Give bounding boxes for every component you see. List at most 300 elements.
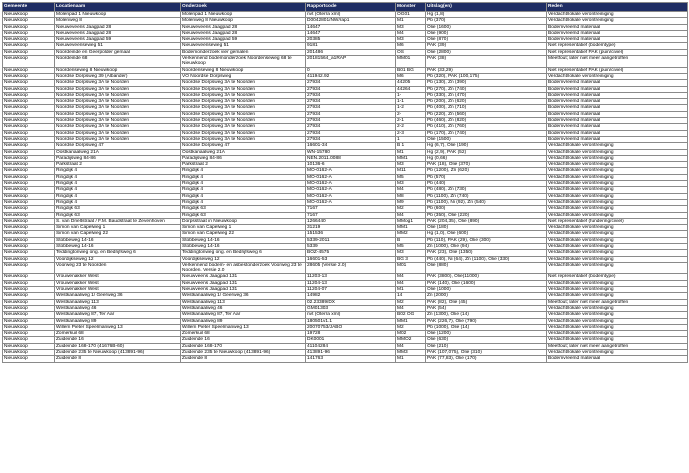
cell-gemeente: Nieuwkoop: [3, 155, 55, 161]
cell-onderzoek: Dorpsstraat in Nieuwkoop: [181, 218, 306, 224]
cell-gemeente: Nieuwkoop: [3, 12, 55, 18]
cell-uitslagen: Pb (110), PAK (29), Olie (300): [426, 237, 547, 243]
cell-monster: M2: [396, 299, 426, 305]
cell-onderzoek: Noordse Dorpsweg 3A te Noorden: [181, 136, 306, 142]
cell-monster: 14: [396, 293, 426, 299]
cell-rapportcode: WN-15780: [306, 149, 396, 155]
cell-onderzoek: Molenpad 1 Nieuwkoop: [181, 12, 306, 18]
cell-rapportcode: BOZ-4575: [306, 250, 396, 256]
cell-uitslagen: Pb (570): [426, 174, 547, 180]
cell-locatienaam: Nieuweveens Jaagpad 59: [55, 37, 181, 43]
header-onderzoek: Onderzoek: [181, 3, 306, 12]
cell-rapportcode: 14982: [306, 293, 396, 299]
cell-reden: Verdacht/lokale verontreiniging: [547, 206, 688, 212]
cell-rapportcode: 413891-96: [306, 350, 396, 356]
cell-gemeente: Nieuwkoop: [3, 331, 55, 337]
cell-reden: Bodemvreemd materiaal: [547, 124, 688, 130]
cell-gemeente: Nieuwkoop: [3, 250, 55, 256]
cell-onderzoek: Zuideinde 16: [181, 337, 306, 343]
cell-monster: 2-: [396, 111, 426, 117]
header-uitslagen: Uitslag(en): [426, 3, 547, 12]
cell-uitslagen: Pb (320), PAK (100,175): [426, 73, 547, 79]
cell-rapportcode: 27934: [306, 111, 396, 117]
cell-uitslagen: Pb (440): [426, 181, 547, 187]
cell-locatienaam: Noordse Dorpsweg 3A te Noorden: [55, 136, 181, 142]
cell-onderzoek: Nieuweveenseweg 51: [181, 43, 306, 49]
cell-gemeente: Nieuwkoop: [3, 136, 55, 142]
cell-rapportcode: 27934: [306, 118, 396, 124]
cell-locatienaam: Westkanaalweg 87, Ter Aar: [55, 312, 181, 318]
cell-uitslagen: Olie (900): [426, 30, 547, 36]
cell-onderzoek: Westkanaalweg 113: [181, 299, 306, 305]
cell-reden: Verdacht/lokale verontreiniging: [547, 243, 688, 249]
cell-uitslagen: Pb (440), Ni (64), Zn (1100), Olie (330): [426, 256, 547, 262]
cell-reden: Verdacht/lokale verontreiniging: [547, 262, 688, 274]
cell-locatienaam: Teddingtonweg ong. en Bedrijfsweg 6: [55, 250, 181, 256]
cell-onderzoek: Ringdijk 4: [181, 174, 306, 180]
cell-monster: M1: [396, 18, 426, 24]
cell-reden: Bodemvreemd materiaal: [547, 356, 688, 362]
cell-locatienaam: Zuideinde 235 te Nieuwkoop (413891-96): [55, 350, 181, 356]
cell-locatienaam: Noordenseweg 8 Nieuwkoop: [55, 67, 181, 73]
cell-locatienaam: Vrouwenakker West: [55, 280, 181, 286]
cell-locatienaam: Noordse Dorpsweg 3A te Noorden: [55, 80, 181, 86]
cell-rapportcode: 27934: [306, 130, 396, 136]
cell-rapportcode: MO-0162-A: [306, 168, 396, 174]
cell-locatienaam: Ringdijk 63: [55, 212, 181, 218]
cell-reden: Niet representatief PAK (puin/civiel): [547, 49, 688, 55]
cell-uitslagen: Zn (1300), Olie (14): [426, 312, 547, 318]
cell-gemeente: Nieuwkoop: [3, 56, 55, 68]
cell-locatienaam: Noordse Dorpsweg 3A te Noorden: [55, 92, 181, 98]
cell-locatienaam: Noordeinde 68: [55, 56, 181, 68]
cell-uitslagen: PAK (82), Olie (45): [426, 299, 547, 305]
cell-reden: Verdacht/lokale verontreiniging: [547, 318, 688, 324]
cell-uitslagen: Olie (1200): [426, 331, 547, 337]
cell-onderzoek: Noordse Dorpsweg 3A te Noorden: [181, 111, 306, 117]
cell-monster: MM2: [396, 231, 426, 237]
cell-uitslagen: PAK (38): [426, 56, 547, 68]
cell-monster: M2: [396, 324, 426, 330]
cell-gemeente: Nieuwkoop: [3, 30, 55, 36]
cell-rapportcode: 9181: [306, 43, 396, 49]
cell-monster: M4: [396, 305, 426, 311]
cell-reden: Bodemvreemd materiaal: [547, 86, 688, 92]
cell-monster: M3: [396, 250, 426, 256]
cell-monster: 1-2: [396, 105, 426, 111]
cell-monster: MM01: [396, 56, 426, 68]
cell-uitslagen: Hg (1,0), Olie (600): [426, 231, 547, 237]
cell-rapportcode: 141763: [306, 356, 396, 362]
cell-rapportcode: 31219: [306, 225, 396, 231]
cell-uitslagen: PAK (33,29): [426, 67, 547, 73]
cell-reden: Verdacht/lokale verontreiniging: [547, 293, 688, 299]
cell-monster: M3: [396, 37, 426, 43]
cell-reden: Verdacht/lokale verontreiniging: [547, 256, 688, 262]
cell-onderzoek: Nieuweveens Jaagpad 59: [181, 37, 306, 43]
cell-locatienaam: Nieuweveenseweg 51: [55, 43, 181, 49]
cell-onderzoek: Verkennend bodem- en asbestonderzoek Voorweg 23 te Noorden. Versie 2.0: [181, 262, 306, 274]
cell-gemeente: Nieuwkoop: [3, 287, 55, 293]
cell-monster: M11: [396, 168, 426, 174]
cell-locatienaam: Ringdijk 4: [55, 168, 181, 174]
cell-reden: Bodemvreemd materiaal: [547, 37, 688, 43]
cell-onderzoek: Noordse Dorpsweg 3A te Noorden: [181, 118, 306, 124]
cell-locatienaam: Molenweg 8: [55, 18, 181, 24]
cell-onderzoek: Parkstraat 2: [181, 162, 306, 168]
cell-onderzoek: Ringdijk 4: [181, 181, 306, 187]
cell-locatienaam: Westkanaalweg 113: [55, 299, 181, 305]
cell-monster: M1: [396, 149, 426, 155]
cell-gemeente: Nieuwkoop: [3, 24, 55, 30]
cell-rapportcode: 20070753/JABO: [306, 324, 396, 330]
cell-onderzoek: Noordse Dorpsweg 3A te Noorden: [181, 99, 306, 105]
cell-locatienaam: Zuideinde 168-170 (41676B-60): [55, 343, 181, 349]
cell-onderzoek: Zuideinde 168-170: [181, 343, 306, 349]
cell-gemeente: Nieuwkoop: [3, 243, 55, 249]
cell-reden: Bodemvreemd materiaal: [547, 130, 688, 136]
cell-locatienaam: Westkanaalweg 89: [55, 318, 181, 324]
cell-monster: M4: [396, 280, 426, 286]
cell-rapportcode: MO-0162-A: [306, 187, 396, 193]
cell-uitslagen: Pb (460), Zn (820): [426, 118, 547, 124]
cell-locatienaam: Noordse Dorpsweg 3A te Noorden: [55, 105, 181, 111]
cell-rapportcode: 11203-13: [306, 274, 396, 280]
cell-monster: M9: [396, 199, 426, 205]
cell-uitslagen: Pb (410), Zn (760): [426, 124, 547, 130]
cell-rapportcode: 16601-34: [306, 143, 396, 149]
cell-monster: OS: [396, 49, 426, 55]
cell-uitslagen: PAK (204,35), Olie (890): [426, 218, 547, 224]
cell-locatienaam: Ringdijk 4: [55, 181, 181, 187]
cell-monster: M2: [396, 206, 426, 212]
cell-monster: MM1: [396, 318, 426, 324]
cell-rapportcode: 201486: [306, 49, 396, 55]
cell-monster: B02 OG: [396, 312, 426, 318]
cell-locatienaam: Paradijsweg 84-86: [55, 155, 181, 161]
cell-rapportcode: 0: [306, 67, 396, 73]
cell-onderzoek: Zomerkuil 68: [181, 331, 306, 337]
cell-onderzoek: VO Noordse Dorpsweg: [181, 73, 306, 79]
cell-gemeente: Nieuwkoop: [3, 356, 55, 362]
cell-locatienaam: Westkanaalweg 46: [55, 305, 181, 311]
cell-gemeente: Nieuwkoop: [3, 299, 55, 305]
cell-gemeente: Nieuwkoop: [3, 324, 55, 330]
cell-locatienaam: Noordse Dorpsweg 47: [55, 143, 181, 149]
cell-reden: Verdacht/lokale verontreiniging: [547, 312, 688, 318]
cell-uitslagen: Pb (1200), Zn (620): [426, 168, 547, 174]
cell-uitslagen: PAK (23), Olie (1350): [426, 250, 547, 256]
cell-reden: Verdacht/lokale verontreiniging: [547, 280, 688, 286]
cell-uitslagen: Hg (2,9), PAK (52): [426, 149, 547, 155]
cell-monster: M6: [396, 43, 426, 49]
cell-gemeente: Nieuwkoop: [3, 105, 55, 111]
cell-gemeente: Nieuwkoop: [3, 174, 55, 180]
cell-uitslagen: Pb (200), Zn (620): [426, 99, 547, 105]
table-row: [3, 262, 688, 274]
cell-monster: MMO2: [396, 337, 426, 343]
cell-rapportcode: 11204-07: [306, 287, 396, 293]
cell-reden: Bodemvreemd materiaal: [547, 24, 688, 30]
cell-locatienaam: Ringdijk 4: [55, 193, 181, 199]
cell-gemeente: Nieuwkoop: [3, 274, 55, 280]
cell-rapportcode: 27934: [306, 124, 396, 130]
cell-onderzoek: Ringdijk 4: [181, 193, 306, 199]
cell-uitslagen: Pb (1100), Zn (740): [426, 193, 547, 199]
cell-reden: Verdacht/lokale verontreiniging: [547, 287, 688, 293]
cell-locatienaam: Nieuweveens Jaagpad 28: [55, 30, 181, 36]
cell-reden: Verdacht/lokale verontreiniging: [547, 324, 688, 330]
cell-locatienaam: Parkstraat 2: [55, 162, 181, 168]
cell-onderzoek: Ringdijk 63: [181, 212, 306, 218]
cell-onderzoek: Noordse Dorpsweg 47: [181, 143, 306, 149]
cell-uitslagen: Olie (1600): [426, 24, 547, 30]
cell-onderzoek: Noordse Dorpsweg 3A te Noorden: [181, 105, 306, 111]
cell-uitslagen: PAK (54): [426, 305, 547, 311]
cell-gemeente: Nieuwkoop: [3, 181, 55, 187]
cell-locatienaam: Stobbeweg 14-16: [55, 243, 181, 249]
cell-onderzoek: Noordenseweg 8 Nieuwkoop: [181, 67, 306, 73]
cell-reden: Bodemvreemd materiaal: [547, 105, 688, 111]
cell-locatienaam: Voordijkseweg 12: [55, 256, 181, 262]
table-body: [3, 12, 688, 363]
cell-monster: 2-2: [396, 124, 426, 130]
cell-locatienaam: Ringdijk 4: [55, 187, 181, 193]
cell-uitslagen: Pb (330), Zn (470): [426, 92, 547, 98]
cell-gemeente: Nieuwkoop: [3, 350, 55, 356]
cell-locatienaam: Vrouwenakker West: [55, 287, 181, 293]
cell-locatienaam: Ringdijk 4: [55, 174, 181, 180]
cell-gemeente: Nieuwkoop: [3, 280, 55, 286]
cell-monster: MMog1: [396, 218, 426, 224]
cell-monster: M4: [396, 343, 426, 349]
cell-gemeente: Nieuwkoop: [3, 305, 55, 311]
cell-rapportcode: 27934: [306, 92, 396, 98]
cell-gemeente: Nieuwkoop: [3, 111, 55, 117]
cell-rapportcode: 11204-13: [306, 280, 396, 286]
table-row: [3, 56, 688, 68]
cell-gemeente: Nieuwkoop: [3, 343, 55, 349]
cell-rapportcode: MO-0162-A: [306, 181, 396, 187]
cell-uitslagen: Hg (0,66): [426, 155, 547, 161]
cell-rapportcode: 27934: [306, 136, 396, 142]
cell-reden: Verdacht/lokale verontreiniging: [547, 187, 688, 193]
cell-reden: Verdacht/lokale verontreiniging: [547, 199, 688, 205]
cell-reden: Bodemvreemd materiaal: [547, 30, 688, 36]
cell-monster: 2-3: [396, 130, 426, 136]
cell-rapportcode: 02.23389/DX: [306, 299, 396, 305]
cell-locatienaam: Noordse Dorpsweg 3A te Noorden: [55, 86, 181, 92]
cell-onderzoek: Westkanaalweg 89: [181, 318, 306, 324]
cell-gemeente: Nieuwkoop: [3, 199, 55, 205]
cell-rapportcode: 7167: [306, 212, 396, 218]
cell-monster: M3: [396, 24, 426, 30]
header-monster: Monster: [396, 3, 426, 12]
cell-reden: Verdacht/lokale verontreiniging: [547, 305, 688, 311]
cell-onderzoek: Nieuwveens Jaagpad 131: [181, 280, 306, 286]
cell-uitslagen: Olie (880): [426, 262, 547, 274]
cell-reden: Meetfout; later niet meer aangetroffen: [547, 299, 688, 305]
cell-monster: M1: [396, 287, 426, 293]
cell-gemeente: Nieuwkoop: [3, 168, 55, 174]
cell-locatienaam: Zuideinde 16: [55, 337, 181, 343]
header-reden: Reden: [547, 3, 688, 12]
cell-monster: M01: [396, 262, 426, 274]
cell-gemeente: Nieuwkoop: [3, 49, 55, 55]
cell-rapportcode: nvt (Oterra xml): [306, 312, 396, 318]
cell-onderzoek: Verkennend bodemonderzoek Noordenseweg 68 te Nieuwkoop: [181, 56, 306, 68]
cell-reden: Verdacht/lokale verontreiniging: [547, 181, 688, 187]
cell-monster: M5: [396, 174, 426, 180]
cell-onderzoek: Noordse Dorpsweg 3A te Noorden: [181, 92, 306, 98]
cell-monster: M5: [396, 243, 426, 249]
cell-gemeente: Nieuwkoop: [3, 312, 55, 318]
cell-reden: Niet representatief (fundering/civiel): [547, 218, 688, 224]
cell-monster: B 1: [396, 143, 426, 149]
cell-reden: Verdacht/lokale verontreiniging: [547, 149, 688, 155]
cell-onderzoek: Zuideinde 235 te Nieuwkoop (413891-96): [181, 350, 306, 356]
cell-uitslagen: Pb (270), Zn (740): [426, 86, 547, 92]
cell-gemeente: Nieuwkoop: [3, 130, 55, 136]
cell-reden: Niet representatief (bodemtype): [547, 43, 688, 49]
cell-onderzoek: Nieuweveens Jaagpad 28: [181, 30, 306, 36]
cell-rapportcode: 7167: [306, 206, 396, 212]
cell-reden: Bodemvreemd materiaal: [547, 92, 688, 98]
cell-locatienaam: Oostkanaalweg 21A: [55, 149, 181, 155]
cell-monster: MM1: [396, 155, 426, 161]
cell-rapportcode: MO-0162-A: [306, 193, 396, 199]
cell-uitslagen: PAK (3800), Olie(11000): [426, 274, 547, 280]
cell-reden: Verdacht/lokale verontreiniging: [547, 331, 688, 337]
contamination-table: [2, 2, 688, 363]
cell-monster: M4: [396, 187, 426, 193]
cell-reden: Verdacht/lokale verontreiniging: [547, 350, 688, 356]
cell-onderzoek: Noordse Dorpsweg 3A te Noorden: [181, 130, 306, 136]
cell-locatienaam: Simon van Capelweg 1: [55, 225, 181, 231]
cell-onderzoek: Noordse Dorpsweg 3A te Noorden: [181, 86, 306, 92]
cell-reden: Verdacht/lokale verontreiniging: [547, 155, 688, 161]
cell-reden: Bodemvreemd materiaal: [547, 118, 688, 124]
cell-rapportcode: 5339-2011: [306, 237, 396, 243]
cell-monster: M3: [396, 162, 426, 168]
cell-onderzoek: Westkanaalweg 1/ Geerweg 36: [181, 293, 306, 299]
cell-rapportcode: 5339: [306, 243, 396, 249]
cell-monster: MM3: [396, 350, 426, 356]
cell-onderzoek: Ringdijk 63: [181, 206, 306, 212]
cell-gemeente: Nieuwkoop: [3, 162, 55, 168]
cell-monster: OG01: [396, 12, 426, 18]
cell-reden: Niet representatief PAK (puin/civiel): [547, 67, 688, 73]
cell-reden: Verdacht/lokale verontreiniging: [547, 225, 688, 231]
cell-gemeente: Nieuwkoop: [3, 231, 55, 237]
cell-uitslagen: Pb (130), Zn (390): [426, 80, 547, 86]
cell-uitslagen: Pb (370): [426, 18, 547, 24]
cell-rapportcode: 14647: [306, 30, 396, 36]
cell-onderzoek: Westkanaalweg 46: [181, 305, 306, 311]
table-row: [3, 356, 688, 362]
cell-gemeente: Nieuwkoop: [3, 99, 55, 105]
cell-reden: Verdacht/lokale verontreiniging: [547, 143, 688, 149]
cell-onderzoek: Bodemonderzoek vier gemalen: [181, 49, 306, 55]
cell-onderzoek: Molenweg 8 Nieuwkoop: [181, 18, 306, 24]
cell-uitslagen: Olie (1000): [426, 287, 547, 293]
cell-reden: Bodemvreemd materiaal: [547, 80, 688, 86]
cell-onderzoek: Stobbeweg 14-16: [181, 237, 306, 243]
cell-rapportcode: GM01303: [306, 305, 396, 311]
cell-reden: Verdacht/lokale verontreiniging: [547, 73, 688, 79]
cell-reden: Verdacht/lokale verontreiniging: [547, 250, 688, 256]
cell-reden: Verdacht/lokale verontreiniging: [547, 212, 688, 218]
cell-rapportcode: MO-0162-A: [306, 199, 396, 205]
cell-rapportcode: 14647: [306, 24, 396, 30]
cell-gemeente: Nieuwkoop: [3, 318, 55, 324]
cell-gemeente: Nieuwkoop: [3, 73, 55, 79]
cell-rapportcode: 16601-53: [306, 256, 396, 262]
cell-gemeente: Nieuwkoop: [3, 218, 55, 224]
cell-locatienaam: Nieuweveens Jaagpad 28: [55, 24, 181, 30]
cell-monster: MM1: [396, 225, 426, 231]
cell-gemeente: Nieuwkoop: [3, 337, 55, 343]
header-rapportcode: Rapportcode: [306, 3, 396, 12]
cell-uitslagen: Olie (870): [426, 37, 547, 43]
cell-reden: Bodemvreemd materiaal: [547, 136, 688, 142]
cell-rapportcode: NEN.2011.0088: [306, 155, 396, 161]
cell-monster: 1-1: [396, 99, 426, 105]
cell-locatienaam: Stobbeweg 14-16: [55, 237, 181, 243]
cell-gemeente: Nieuwkoop: [3, 206, 55, 212]
cell-gemeente: Nieuwkoop: [3, 43, 55, 49]
cell-locatienaam: Noordse Dorpsweg 3A te Noorden: [55, 130, 181, 136]
cell-monster: 1: [396, 136, 426, 142]
cell-rapportcode: 41104284: [306, 343, 396, 349]
cell-gemeente: Nieuwkoop: [3, 92, 55, 98]
cell-locatienaam: Westkanaalweg 1/ Geerweg 36: [55, 293, 181, 299]
cell-uitslagen: Pb (600): [426, 206, 547, 212]
cell-reden: Verdacht/lokale verontreiniging: [547, 337, 688, 343]
cell-uitslagen: Hg (1,8): [426, 12, 547, 18]
cell-locatienaam: Noordse Dorpsweg 3A te Noorden: [55, 124, 181, 130]
cell-gemeente: Nieuwkoop: [3, 86, 55, 92]
cell-onderzoek: Ringdijk 4: [181, 187, 306, 193]
cell-rapportcode: D0042801/NW/rap1: [306, 18, 396, 24]
cell-onderzoek: Ringdijk 4: [181, 168, 306, 174]
cell-onderzoek: Noordse Dorpsweg 3A te Noorden: [181, 124, 306, 130]
cell-locatienaam: Noordse Dorpsweg 3A te Noorden: [55, 118, 181, 124]
cell-rapportcode: 180501v1.1: [306, 318, 396, 324]
cell-rapportcode: 27934: [306, 105, 396, 111]
cell-monster: M4: [396, 30, 426, 36]
cell-monster: 1-: [396, 92, 426, 98]
cell-uitslagen: PAK (18), Olie (370): [426, 162, 547, 168]
cell-onderzoek: Voordijkseweg 12: [181, 256, 306, 262]
cell-locatienaam: Noordse Dorpsweg 3A te Noorden: [55, 99, 181, 105]
cell-gemeente: Nieuwkoop: [3, 149, 55, 155]
cell-locatienaam: Simon van Capelweg 22: [55, 231, 181, 237]
cell-monster: BG 3: [396, 256, 426, 262]
cell-rapportcode: 20385: [306, 37, 396, 43]
cell-reden: Meetfout; later niet meer aangetroffen: [547, 56, 688, 68]
cell-rapportcode: MO-0162-A: [306, 174, 396, 180]
cell-rapportcode: 151536: [306, 231, 396, 237]
cell-onderzoek: Nieuweveens Jaagpad 28: [181, 24, 306, 30]
cell-onderzoek: Stobbeweg 14-16: [181, 243, 306, 249]
cell-reden: Bodemvreemd materiaal: [547, 111, 688, 117]
cell-rapportcode: 28605 (Versie 2.0): [306, 262, 396, 274]
cell-uitslagen: PAK (140), Olie (1600): [426, 280, 547, 286]
cell-uitslagen: PAK (39): [426, 43, 547, 49]
cell-rapportcode: 19728: [306, 331, 396, 337]
cell-onderzoek: Nieuwveens Jaagpad 131: [181, 274, 306, 280]
